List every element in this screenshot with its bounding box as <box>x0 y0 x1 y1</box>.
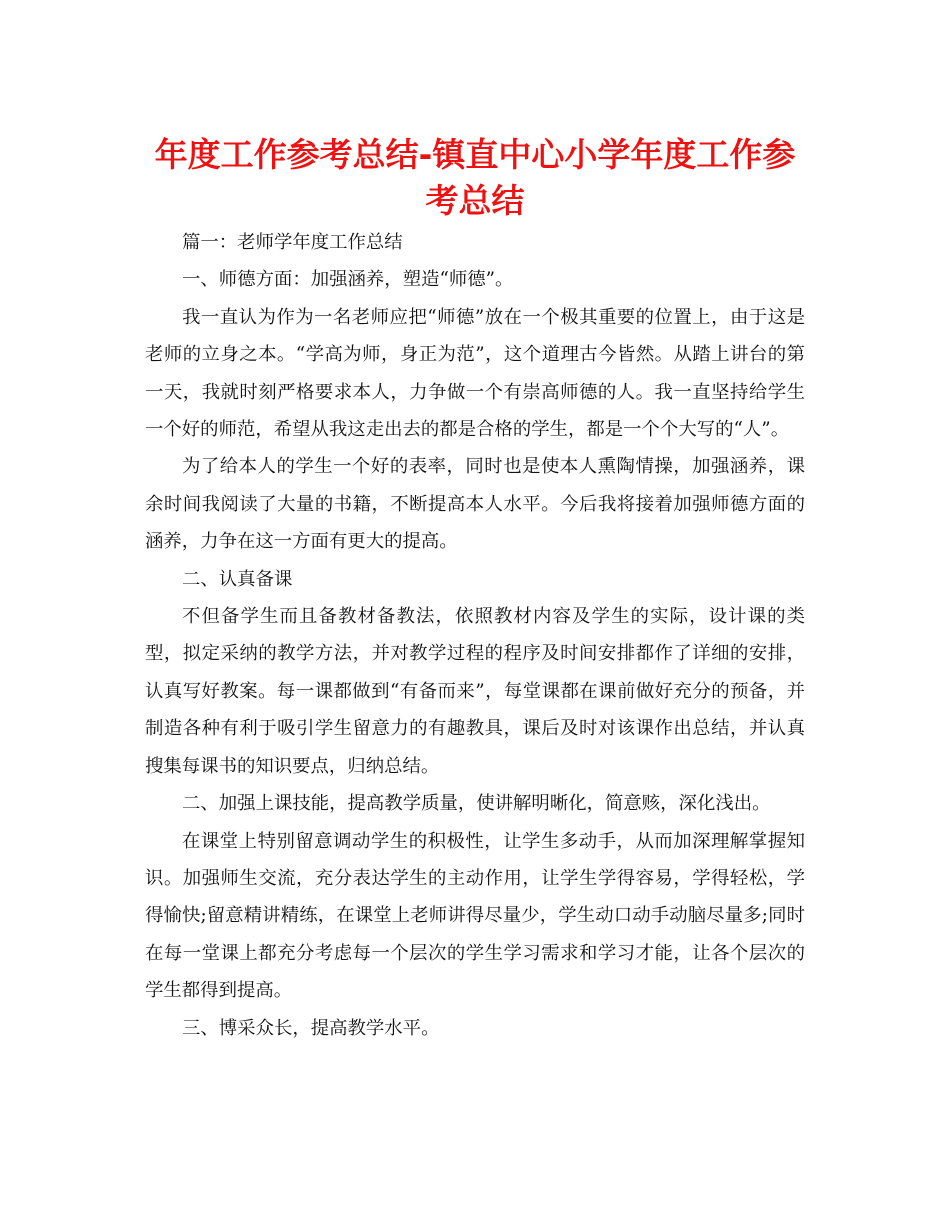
section-heading-lesson-prep: 二、认真备课 <box>182 568 293 590</box>
document-body <box>145 224 805 1047</box>
section-heading-learn-from-others: 三、博采众长，提高教学水平。 <box>182 1017 440 1039</box>
paragraph-classroom-body: 在课堂上特别留意调动学生的积极性，让学生多动手，从而加深理解掌握知识。加强师生交流，充分表达学生的主动作用，让学生学得容易，学得轻松，学得愉快;留意精讲精练，在课堂上老师讲得尽量少，学生动口动手动脑尽量多;同时在每一堂课上都充分考虑每一个层次的学生学习需求和学习才能，让各个层次的学生都得到提高。 <box>145 830 805 1002</box>
section-heading-article-one: 篇一：老师学年度工作总结 <box>182 232 403 253</box>
document-title: 年度工作参考总结-镇直中心小学年度工作参考总结 <box>154 135 796 220</box>
paragraph-ethics-body: 我一直认为作为一名老师应把“师德”放在一个极其重要的位置上，由于这是老师的立身之本。“学高为师，身正为范”，这个道理古今皆然。从踏上讲台的第一天，我就时刻严格要求本人，力争做一个有崇高师德的人。我一直坚持给学生一个好的师范，希望从我这走出去的都是合格的学生，都是一个个大写的“人”。 <box>145 306 805 441</box>
section-heading-teaching-skills: 二、加强上课技能，提高教学质量，使讲解明晰化，简意赅，深化浅出。 <box>182 793 771 815</box>
section-heading-teacher-ethics: 一、师德方面：加强涵养，塑造“师德”。 <box>182 269 514 291</box>
paragraph-lesson-prep-body: 不但备学生而且备教材备教法，依照教材内容及学生的实际，设计课的类型，拟定采纳的教学方法，并对教学过程的程序及时间安排都作了详细的安排，认真写好教案。每一课都做到“有备而来”，每堂课都在课前做好充分的预备，并制造各种有利于吸引学生留意力的有趣教具，课后及时对该课作出总结，并认真搜集每课书的知识要点，归纳总结。 <box>145 606 805 777</box>
paragraph-ethics-reading: 为了给本人的学生一个好的表率，同时也是使本人熏陶情操，加强涵养，课余时间我阅读了大量的书籍，不断提高本人水平。今后我将接着加强师德方面的涵养，力争在这一方面有更大的提高。 <box>145 456 805 553</box>
